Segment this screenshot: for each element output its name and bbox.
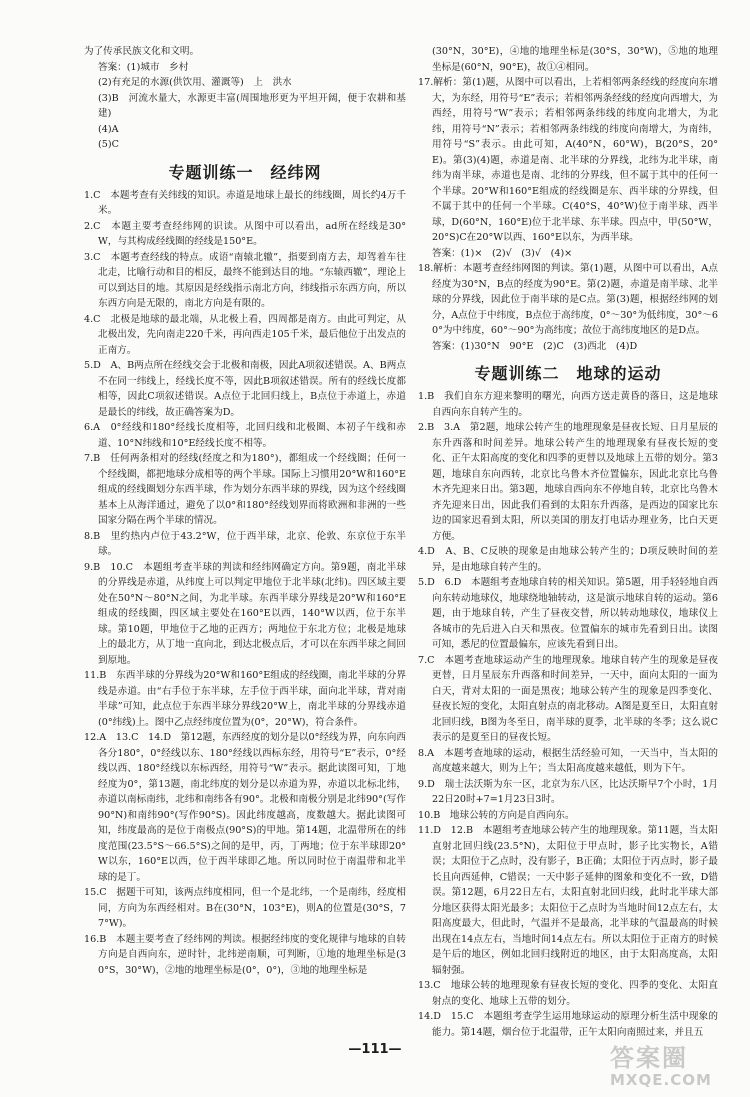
question-item: 11.D 12.B 本题组考查地球公转产生的地理现象。第11题，当太阳直射北回归线(23.5°N)，太阳位于甲点时，影子比实物长，A错误；太阳位于乙点时，没有影子，B正确；太阳位于丙点时，影子最长且向西延伸，C错误；一天中影子延伸的图象和变化不一致，D错误。第12题，6月22日左右，太阳直射北回归线，此时北半球大部分地区获得太阳光最多；太阳位于乙点时为当地时间12点左右，太阳高度最大，但此时，气温并不是最高，北半球的气温最高的时候出现在14点左右，当地时间14点左右。所以太阳位于正南方的时候是午后的地区，例如北回归线附近的地区，由于太阳高度高，太阳辐射强。 xyxy=(418,825,718,976)
question-item: 5.D A、B两点所在经线交会于北极和南极，因此A项叙述错误。A、B两点不在同一纬线上，经线长度不等，因此B项叙述错误。所有的经线长度都相等，因此C项叙述错误。A点位于北回归线上，B点位于赤道上，赤道是最长的纬线，故正确答案为D。 xyxy=(84,360,406,418)
question-item: 2.B 3.A 第2题，地球公转产生的地理现象是昼夜长短、日月星辰的东升西落和时间差异。地球公转产生的地理现象有昼夜长短的变化、正午太阳高度的变化和四季的更替以及地球上五带的划分。第3题，地球自东向西转，北京比乌鲁木齐位置偏东，因此北京比乌鲁木齐先迎来日出。第3题，地球自西向东不停地自转，北京比乌鲁木齐先迎来日出，因此我们看到的太阳东升西落，是西边的国家比东边的国家迟看到太阳，所以美国的朋友打电话办理业务，比白天更方便。 xyxy=(418,422,718,542)
left-column xyxy=(84,44,406,978)
question-item: 14.D 15.C 本题组考查学生运用地球运动的原理分析生活中现象的能力。第14题，烟台位于北温带，正午太阳向南照过来，并且五 xyxy=(418,1011,718,1038)
question-item: 4.C 北极是地球的最北端，从北极上看，四周都是南方。由此可判定，从北极出发，先向南走220千米，再向西走105千米，最后他位于出发点的正南方。 xyxy=(84,313,406,356)
question-item: 16.B 本题主要考查了经纬网的判读。根据经纬度的变化规律与地球的自转方向是自西向东，逆时针，北纬逆南顺，可判断，①地的地理坐标是(30°S，30°W)，②地的地理坐标是(0°，0°)，③地的地理坐标是 xyxy=(84,933,406,976)
answer-line: 答案：(1)城市 乡村 xyxy=(98,61,189,73)
section-1-items xyxy=(84,188,406,979)
question-item: 17.解析：第(1)题，从图中可以看出，上若相邻两条经线的经度向东增大，为东经，用符号“E”表示；若相邻两条经线的经度向西增大，为西经，用符号“W”表示；若相邻两条纬线的纬度向北增大，为北纬，用符号“N”表示；若相邻两条纬线的纬度向南增大，为南纬，用符号“S”表示。由此可知，A(40°N，60°W)，B(20°S，20°E)。第(3)(4)题，赤道是南、北半球的分界线，北纬为北半球，南纬为南半球，赤道也是南、北纬的分界线，但不属于其中的任何一个半球。20°W和160°E组成的经线圈是东、西半球的分界线，但不属于其中的任何一个半球。C(40°S，40°W)位于南半球、西半球，D(60°N，160°E)位于北半球、东半球。四点中，甲(50°W，20°S)C在20°W以西、160°E以东，为西半球。 xyxy=(418,77,718,243)
question-item: 1.B 我们自东方迎来黎明的曙光，向西方送走黄昏的落日，这是地球自西向东自转产生的。 xyxy=(418,391,718,418)
question-item: 9.D 瑞士法沃斯为东一区，北京为东八区，比达沃斯早7个小时，1月22日20时+7=1月23日3时。 xyxy=(418,778,718,805)
section-title-1: 专题训练一 经纬网 xyxy=(168,162,322,182)
question-item: 8.A 本题考查地球的运动，根据生活经验可知，一天当中，当太阳的高度越来越大，则为上午；当太阳高度越来越低，则为下午。 xyxy=(418,747,718,774)
question-item: 9.B 10.C 本题组考查半球的判读和经纬网确定方向。第9题，南北半球的分界线是赤道，从纬度上可以判定甲地位于北半球(北纬)。四区域主要处在50°N～80°N之间，为北半球。东西半球分界线是20°W和160°E组成的经线圈，四区域主要处在160°E以西，140°W以西，位于东半球。第10题，甲地位于乙地的正西方；两地位于东北方位；北极是地球上的最北方，从丁地一直向北，到达北极点后，才可以在东西半球之间回到原地。 xyxy=(84,561,406,666)
question-item: 1.C 本题考查有关纬线的知识。赤道是地球上最长的纬线圈，周长约4万千米。 xyxy=(84,189,406,216)
question-item: 6.A 0°经线和180°经线长度相等，北回归线和北极圈、本初子午线和赤道、10°N纬线和10°E经线长度不相等。 xyxy=(84,422,406,449)
question-item: (2)有充足的水源(供饮用、灌溉等) 上 洪水 xyxy=(98,77,292,88)
page-number: —111— xyxy=(348,1042,402,1057)
answer-line: 答案：(1)30°N 90°E (2)C (3)西北 (4)D xyxy=(432,340,638,352)
question-item: 7.C 本题考查地球运动产生的地理现象。地球自转产生的现象是昼夜更替，日月星辰东升西落和时间差异，一天中，面向太阳的一面为白天，背对太阳的一面是黑夜；地球公转产生的现象是四季变化、昼夜长短的变化，太阳直射点的南北移动。A图是夏至日，太阳直射北回归线，B图为冬至日，南半球的夏季，北半球的冬季；这么说C表示的是夏至日的昼夜长短。 xyxy=(418,654,718,743)
question-item: 10.B 地球公转的方向是自西向东。 xyxy=(418,809,575,821)
watermark-logo xyxy=(610,1044,740,1092)
watermark-text: 答案圈 xyxy=(610,1044,688,1072)
question-item: (5)C xyxy=(98,139,119,150)
question-item: 4.D A、B、C反映的现象是由地球公转产生的；D项反映时间的差异，是由地球自转产生的。 xyxy=(418,546,718,573)
question-item: 13.C 地球公转的地理现象有昼夜长短的变化、四季的变化、太阳直射点的变化、地球上五带的划分。 xyxy=(418,980,718,1007)
intro-block xyxy=(84,44,406,153)
items-17-18 xyxy=(418,75,718,354)
question-item: (3)B 河流水量大，水源更丰富(周围地形更为平坦开阔，便于农耕和基建) xyxy=(98,92,406,119)
continued-text: (30°N，30°E)，④地的地理坐标是(30°S，30°W)，⑤地的地理坐标是(60°N，90°E)，故①④相同。 xyxy=(432,46,718,73)
section-2-items xyxy=(418,389,718,1040)
question-item: 为了传承民族文化和文明。 xyxy=(84,46,200,57)
question-item: 7.B 任何两条相对的经线(经度之和为180°)，都组成一个经线圈；任何一个经线圈，都把地球分成相等的两个半球。国际上习惯用20°W和160°E组成的经线圈划分东西半球，作为划分东西半球的界线，因为这个经线圈基本上从海洋通过，避免了以0°和180°经线划界而将欧洲和非洲的一些国家分隔在两个半球的情况。 xyxy=(84,453,406,526)
watermark-url: MXQE.COM xyxy=(610,1071,712,1089)
question-item: 2.C 本题主要考查经纬网的识读。从图中可以看出，ad所在经线是30°W，与其构成经线圈的经线是150°E。 xyxy=(84,220,406,247)
question-item: 3.C 本题考查经线的特点。成语“南辕北辙”，指要到南方去，却驾着车往北走，比喻行动和目的相反，最终不能到达目的地。“东辕西辙”，理论上可以到达目的地。其原因是经线指示南北方向，纬线指示东西方向，所以东西方向是无限的，南北方向是有限的。 xyxy=(84,251,406,309)
answer-line: 答案：(1)× (2)√ (3)√ (4)× xyxy=(432,247,573,259)
question-item: 15.C 据题干可知，该两点纬度相同，但一个是北纬，一个是南纬，经度相同，方向为东西经相对。B在(30°N，103°E)，则A的位置是(30°S，77°W)。 xyxy=(84,887,406,929)
question-item: 5.D 6.D 本题组考查地球自转的相关知识。第5题，用手轻轻地自西向东转动地球仪，地球绕地轴转动，这是演示地球自转的运动。第6题，由于地球自转，产生了昼夜交替，所以转动地球仪，地球仪上各城市的先后进入白天和黑夜。位置偏东的城市先看到日出。读图可知，悉尼的位置最偏东，应该先看到日出。 xyxy=(418,577,718,650)
section-title-2: 专题训练二 地球的运动 xyxy=(474,364,662,383)
question-item: 18.解析：本题考查经纬网图的判读。第(1)题，从图中可以看出，A点经度为30°N，B点的经度为90°E。第(2)题，赤道是南半球、北半球的分界线，因此位于南半球的是C点。第(3)题，根据经纬网的划分，A点位于中纬度，B点位于高纬度，0°～30°为低纬度，30°～60°为中纬度，60°～90°为高纬度；故位于高纬度地区的是D点。 xyxy=(418,263,718,336)
question-item: (4)A xyxy=(98,123,119,135)
question-item: 11.B 东西半球的分界线为20°W和160°E组成的经线圈，南北半球的分界线是赤道。由“右手位于东半球，左手位于西半球，面向北半球，背对南半球”可知，此点位于东西半球分界线20°W上，南北半球的分界线赤道(0°纬线)上。图中乙点经纬度位置为(0°，20°W)，符合条件。 xyxy=(84,670,406,728)
question-item: 12.A 13.C 14.D 第12题，东西经度的划分是以0°经线为界，向东向西各分180°，0°经线以东、180°经线以西标东经，用符号“E”表示，0°经线以西、180°经线以东标西经，用符号“W”表示。据此读图可知，丁地经度为0°，第13题，南北纬度的划分是以赤道为界，赤道以北标北纬，赤道以南标南纬，北纬和南纬各有90°。北极和南极分别是北纬90°(写作90°N)和南纬90°(写作90°S)。因此纬度越高，度数越大。据此读图可知，纬度最高的是位于南极点(90°S)的甲地。第14题，北温带所在的纬度范围(23.5°S～66.5°S)之间的是甲，丙，丁两地；位于东半球即20°W以东，160°E以西，位于西半球即乙地。所以同时位于南温带和北半球的是丁。 xyxy=(84,732,406,883)
right-column xyxy=(418,44,718,1040)
question-item: 8.B 里约热内卢位于43.2°W，位于西半球，北京、伦敦、东京位于东半球。 xyxy=(84,530,406,557)
